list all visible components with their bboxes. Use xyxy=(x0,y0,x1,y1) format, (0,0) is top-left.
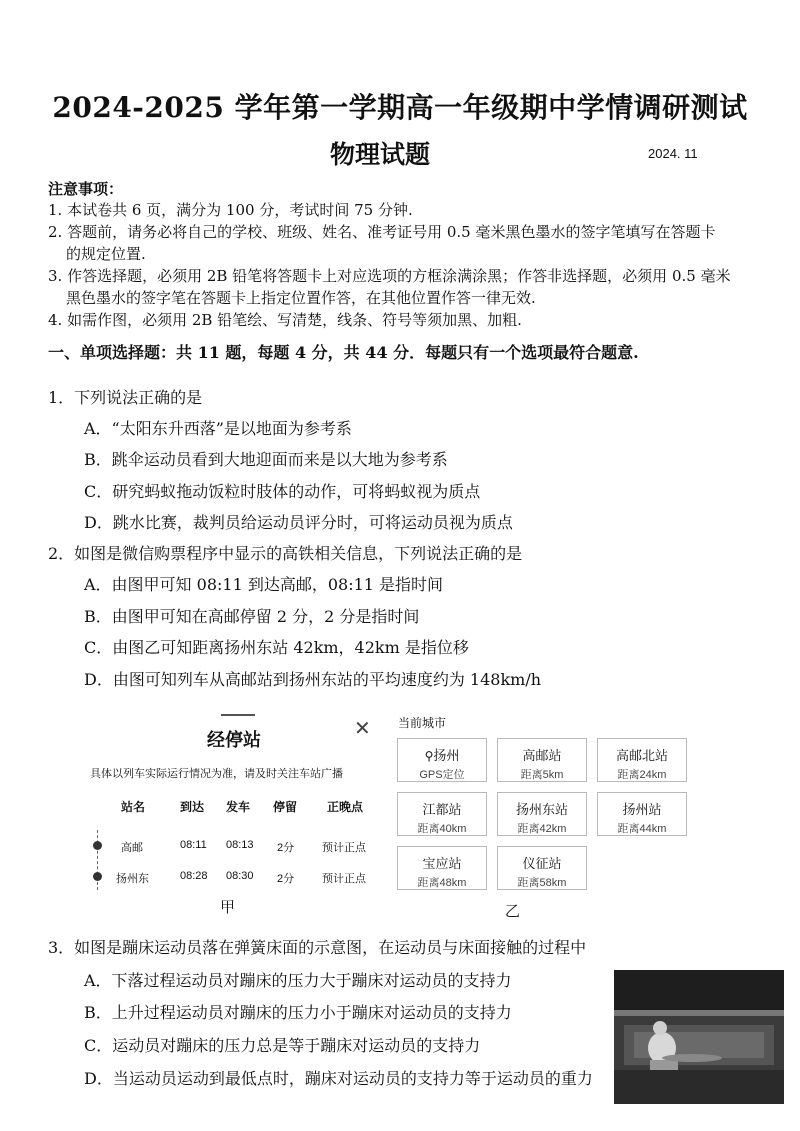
cell: 08:28 xyxy=(180,870,208,882)
city-card[interactable] xyxy=(497,846,587,890)
city-name: 仪征站 xyxy=(522,856,562,871)
city-distance: 距离48km xyxy=(417,877,467,889)
city-distance: 距离44km xyxy=(617,823,667,835)
city-distance: 距离42km xyxy=(517,823,567,835)
city-card[interactable] xyxy=(597,738,687,782)
notice-item: 的规定位置. xyxy=(66,245,146,263)
city-distance: 距离5km xyxy=(520,769,564,781)
option-a: A．“太阳东升西落”是以地面为参考系 xyxy=(84,419,352,438)
option-c: C．由图乙可知距离扬州东站 42km，42km 是指位移 xyxy=(84,638,469,657)
city-name: ⚲扬州 xyxy=(424,748,460,763)
city-card[interactable] xyxy=(497,792,587,836)
station-dot xyxy=(93,872,102,881)
city-card[interactable] xyxy=(597,792,687,836)
col-header: 停留 xyxy=(273,800,298,814)
question-stem: 2．如图是微信购票程序中显示的高铁相关信息，下列说法正确的是 xyxy=(48,544,523,563)
cell: 2分 xyxy=(277,873,295,885)
location-pin-icon: ⚲ xyxy=(424,749,434,763)
cell: 预计正点 xyxy=(322,873,366,885)
notice-item: 1. 本试卷共 6 页，满分为 100 分，考试时间 75 分钟. xyxy=(48,201,413,219)
col-header: 发车 xyxy=(226,800,251,814)
close-icon[interactable]: ✕ xyxy=(354,716,371,740)
option-a: A．下落过程运动员对蹦床的压力大于蹦床对运动员的支持力 xyxy=(84,971,512,990)
trampoline-photo-image xyxy=(614,970,784,1104)
cell: 2分 xyxy=(277,842,295,854)
city-name: 江都站 xyxy=(422,802,462,817)
notice-item: 2. 答题前，请务必将自己的学校、班级、姓名、准考证号用 0.5 毫米黑色墨水的签字笔填写在答题卡 xyxy=(48,223,716,241)
fig-yi-header: 当前城市 xyxy=(398,716,447,730)
city-distance: 距离40km xyxy=(417,823,467,835)
notice-heading: 注意事项： xyxy=(48,180,124,198)
option-d: D．由图可知列车从高邮站到扬州东站的平均速度约为 148km/h xyxy=(84,670,542,689)
exam-date: 2024. 11 xyxy=(648,146,698,161)
cell: 08:13 xyxy=(226,839,254,851)
trampoline-photo xyxy=(614,970,784,1104)
option-b: B．上升过程运动员对蹦床的压力小于蹦床对运动员的支持力 xyxy=(84,1003,512,1022)
fig-jia-note: 具体以列车实际运行情况为准，请及时关注车站广播 xyxy=(90,768,343,780)
station-dot xyxy=(93,841,102,850)
city-card[interactable] xyxy=(397,738,487,782)
city-name: 扬州东站 xyxy=(515,802,568,817)
notice-item: 黑色墨水的签字笔在答题卡上指定位置作答，在其他位置作答一律无效. xyxy=(66,289,536,307)
option-b: B．跳伞运动员看到大地迎面而来是以大地为参考系 xyxy=(84,450,448,469)
option-c: C．研究蚂蚁拖动饭粒时肢体的动作，可将蚂蚁视为质点 xyxy=(84,482,481,501)
cell: 高邮 xyxy=(121,842,143,854)
city-name: 宝应站 xyxy=(422,856,462,871)
drag-handle xyxy=(221,714,255,716)
option-d: D．跳水比赛，裁判员给运动员评分时，可将运动员视为质点 xyxy=(84,513,513,532)
city-name: 高邮站 xyxy=(522,748,562,763)
city-card[interactable] xyxy=(397,792,487,836)
notice-item: 4. 如需作图，必须用 2B 铅笔绘、写清楚，线条、符号等须加黑、加粗. xyxy=(48,311,522,329)
timeline-line xyxy=(97,830,98,890)
col-header: 正晚点 xyxy=(327,800,364,814)
question-stem: 1．下列说法正确的是 xyxy=(48,388,203,407)
city-name: 高邮北站 xyxy=(615,748,668,763)
city-distance: 距离24km xyxy=(617,769,667,781)
city-distance: 距离58km xyxy=(517,877,567,889)
cell: 08:30 xyxy=(226,870,254,882)
col-header: 站名 xyxy=(121,800,146,814)
fig-yi-label: 乙 xyxy=(505,902,521,920)
cell: 08:11 xyxy=(180,839,207,851)
section-heading: 一、单项选择题：共 11 题，每题 4 分，共 44 分．每题只有一个选项最符合题意. xyxy=(48,343,639,362)
city-name: 扬州站 xyxy=(622,802,662,817)
city-card[interactable] xyxy=(397,846,487,890)
cell: 扬州东 xyxy=(116,873,149,885)
col-header: 到达 xyxy=(180,800,205,814)
exam-title: 2024-2025 学年第一学期高一年级期中学情调研测试 xyxy=(52,91,748,124)
option-c: C．运动员对蹦床的压力总是等于蹦床对运动员的支持力 xyxy=(84,1036,481,1055)
city-distance: GPS定位 xyxy=(419,769,465,781)
option-d: D．当运动员运动到最低点时，蹦床对运动员的支持力等于运动员的重力 xyxy=(84,1069,593,1088)
notice-item: 3. 作答选择题，必须用 2B 铅笔将答题卡上对应选项的方框涂满涂黑；作答非选择题，必须用 0.5 毫米 xyxy=(48,267,731,285)
option-a: A．由图甲可知 08:11 到达高邮，08:11 是指时间 xyxy=(84,575,444,594)
option-b: B．由图甲可知在高邮停留 2 分，2 分是指时间 xyxy=(84,607,420,626)
exam-subtitle: 物理试题 xyxy=(330,140,431,169)
question-stem: 3．如图是蹦床运动员落在弹簧床面的示意图，在运动员与床面接触的过程中 xyxy=(48,938,587,957)
fig-jia-label: 甲 xyxy=(220,898,236,916)
city-card[interactable] xyxy=(497,738,587,782)
cell: 预计正点 xyxy=(322,842,366,854)
fig-jia-title: 经停站 xyxy=(207,730,261,750)
